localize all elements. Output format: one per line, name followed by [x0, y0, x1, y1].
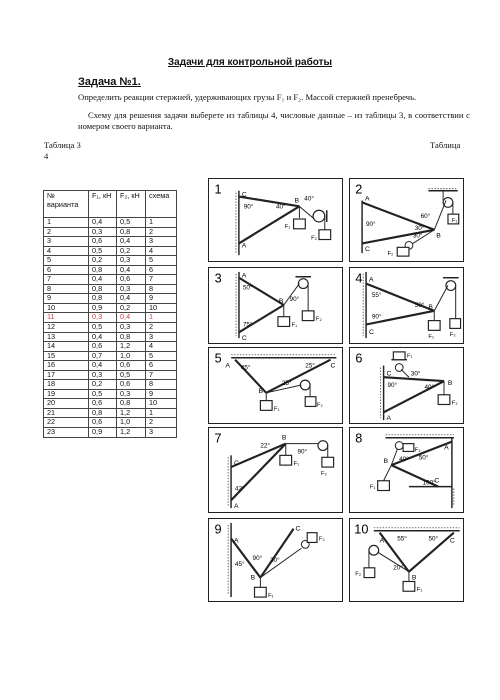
- cell-scheme: 6: [146, 361, 177, 371]
- table-label-right: Таблица: [430, 140, 461, 150]
- angle-label: 55°: [397, 535, 407, 543]
- figure-6: [349, 347, 464, 424]
- table-row: [44, 265, 177, 275]
- cell-scheme: 4: [146, 246, 177, 256]
- cell-variant: 20: [44, 399, 89, 409]
- angle-label: 90°: [243, 203, 254, 211]
- cell-variant: 21: [44, 408, 89, 418]
- label: F₂: [311, 235, 317, 242]
- cell-f1: 0,6: [89, 237, 117, 247]
- cell-f2: 1,2: [117, 408, 146, 418]
- label: F₂: [316, 402, 323, 409]
- label: C: [233, 460, 239, 468]
- angle-label: 55°: [371, 292, 382, 300]
- label: C: [241, 335, 247, 343]
- header-f1: F₁, кН: [89, 191, 117, 218]
- cell-f2: 0,4: [117, 294, 146, 304]
- table-label-left: Таблица 3: [44, 140, 81, 150]
- label: A: [241, 242, 247, 250]
- table-row: [44, 332, 177, 342]
- label: F₁: [416, 587, 423, 594]
- label: F₂: [320, 470, 327, 477]
- cell-variant: 22: [44, 418, 89, 428]
- cell-f2: 0,4: [117, 313, 146, 323]
- cell-f2: 0,2: [117, 246, 146, 256]
- label: F₁: [268, 593, 274, 600]
- task-heading: Задача №1.: [78, 76, 141, 88]
- table-row: [44, 408, 177, 418]
- cell-variant: 11: [44, 313, 89, 323]
- cell-variant: 19: [44, 389, 89, 399]
- label: C: [369, 329, 374, 337]
- angle-label: 25°: [281, 380, 292, 388]
- table-header-row: [44, 191, 177, 218]
- figure-number: 7: [214, 431, 222, 446]
- cell-f1: 0,4: [89, 275, 117, 285]
- cell-f2: 1,0: [117, 418, 146, 428]
- figure-3: [208, 267, 343, 344]
- cell-f1: 0,9: [89, 428, 117, 438]
- data-table: [43, 190, 177, 438]
- label: B: [258, 387, 264, 395]
- table-row: [44, 303, 177, 313]
- cell-f2: 0,4: [117, 265, 146, 275]
- angle-label: 90°: [387, 381, 398, 389]
- cell-variant: 14: [44, 342, 89, 352]
- cell-scheme: 9: [146, 389, 177, 399]
- cell-variant: 7: [44, 275, 89, 285]
- cell-scheme: 7: [146, 275, 177, 285]
- angle-label: 20°: [393, 564, 403, 572]
- label: B: [294, 197, 300, 205]
- table-row: [44, 246, 177, 256]
- figure-number: 6: [355, 351, 363, 366]
- label: F₂: [451, 400, 458, 407]
- angle-label: 40°: [304, 195, 314, 203]
- cell-f1: 0,4: [89, 218, 117, 228]
- cell-scheme: 6: [146, 265, 177, 275]
- label: F₂: [387, 251, 394, 258]
- label: F₁: [369, 484, 376, 491]
- table-row: [44, 323, 177, 333]
- label: F₂: [355, 571, 362, 578]
- table-row: [44, 361, 177, 371]
- cell-variant: 23: [44, 428, 89, 438]
- page-title: Задачи для контрольной работы: [167, 57, 333, 68]
- figure-4: [349, 267, 464, 344]
- angle-label: 50°: [428, 535, 439, 543]
- cell-scheme: 10: [146, 399, 177, 409]
- cell-f2: 1,2: [117, 428, 146, 438]
- cell-f2: 0,8: [117, 227, 146, 237]
- label: A: [241, 272, 247, 280]
- cell-scheme: 9: [146, 294, 177, 304]
- figure-9: [208, 518, 343, 602]
- label: A: [386, 415, 392, 423]
- cell-scheme: 3: [146, 332, 177, 342]
- angle-label: 45°: [234, 560, 245, 568]
- label: C: [365, 246, 370, 254]
- table-row: [44, 313, 177, 323]
- table-row: [44, 370, 177, 380]
- label: A: [369, 276, 374, 284]
- angle-label: 100°: [422, 479, 436, 487]
- angle-label: 90°: [252, 555, 263, 562]
- cell-f2: 0,3: [117, 256, 146, 266]
- figure-number: 9: [214, 522, 222, 537]
- label: A: [225, 362, 230, 370]
- table-row: [44, 342, 177, 352]
- label: C: [241, 191, 247, 199]
- task-paragraph-2: Схему для решения задачи выберете из таблицы 4, числовые данные – из таблицы 3, в соответствии с номером своего варианта.: [78, 110, 470, 131]
- figure-number: 5: [214, 351, 222, 366]
- label: F₂: [414, 447, 421, 454]
- figure-number: 10: [354, 522, 369, 537]
- angle-label: 30°: [412, 232, 423, 240]
- cell-variant: 8: [44, 284, 89, 294]
- angle-label: 30°: [270, 556, 280, 564]
- label: F₁: [291, 322, 298, 329]
- table-row: [44, 294, 177, 304]
- figure-number: 3: [214, 271, 222, 286]
- task-paragraph-1: Определить реакции стержней, удерживающих грузы F₁ и F₂. Массой стержней пренебречь.: [78, 92, 417, 102]
- label: F₁: [451, 217, 458, 224]
- cell-f1: 0,8: [89, 284, 117, 294]
- label: B: [281, 434, 287, 442]
- label: F₂: [449, 332, 456, 339]
- cell-variant: 17: [44, 370, 89, 380]
- cell-scheme: 7: [146, 370, 177, 380]
- cell-f1: 0,6: [89, 399, 117, 409]
- header-variant: № варианта: [44, 191, 89, 218]
- angle-label: 22°: [260, 442, 270, 450]
- table-row: [44, 351, 177, 361]
- cell-f2: 0,6: [117, 361, 146, 371]
- cell-f1: 0,5: [89, 389, 117, 399]
- cell-scheme: 2: [146, 227, 177, 237]
- cell-scheme: 2: [146, 323, 177, 333]
- angle-label: 60°: [420, 213, 431, 221]
- angle-label: 25°: [305, 362, 315, 370]
- cell-f1: 0,5: [89, 246, 117, 256]
- cell-f2: 0,3: [117, 284, 146, 294]
- angle-label: 75°: [242, 321, 253, 329]
- cell-variant: 5: [44, 256, 89, 266]
- cell-f1: 0,3: [89, 370, 117, 380]
- label: C: [449, 537, 455, 545]
- table-row: [44, 256, 177, 266]
- cell-f1: 0,7: [89, 351, 117, 361]
- figure-10: [349, 518, 464, 602]
- cell-f1: 0,8: [89, 408, 117, 418]
- cell-f1: 0,4: [89, 361, 117, 371]
- angle-label: 30°: [410, 370, 421, 378]
- header-scheme: схема: [146, 191, 177, 218]
- cell-scheme: 5: [146, 256, 177, 266]
- angle-label: 50°: [418, 454, 429, 462]
- cell-f2: 1,0: [117, 351, 146, 361]
- angle-label: 40°: [424, 383, 435, 391]
- label: A: [234, 537, 239, 545]
- label: F₁: [293, 461, 300, 468]
- angle-label: 42°: [234, 485, 245, 493]
- label: B: [428, 303, 433, 311]
- angle-label: 50°: [242, 284, 253, 292]
- label: C: [330, 362, 336, 370]
- label: C: [434, 477, 440, 485]
- table-row: [44, 399, 177, 409]
- cell-f1: 0,3: [89, 313, 117, 323]
- cell-variant: 6: [44, 265, 89, 275]
- figure-number: 2: [355, 182, 363, 197]
- label: B: [383, 458, 389, 466]
- cell-f2: 0,2: [117, 303, 146, 313]
- cell-f2: 0,8: [117, 399, 146, 409]
- table-row: [44, 237, 177, 247]
- cell-variant: 2: [44, 227, 89, 237]
- cell-scheme: 5: [146, 351, 177, 361]
- cell-variant: 15: [44, 351, 89, 361]
- cell-f1: 0,3: [89, 227, 117, 237]
- cell-f1: 0,6: [89, 342, 117, 352]
- angle-label: 90°: [365, 220, 376, 228]
- cell-f1: 0,6: [89, 418, 117, 428]
- table-row: [44, 275, 177, 285]
- table-row: [44, 380, 177, 390]
- header-f2: F₂, кН: [117, 191, 146, 218]
- table-row: [44, 428, 177, 438]
- figure-1: [208, 178, 343, 262]
- cell-f2: 0,3: [117, 389, 146, 399]
- cell-scheme: 3: [146, 237, 177, 247]
- angle-label: 40°: [275, 203, 286, 211]
- figure-7: [208, 427, 343, 513]
- cell-f2: 1,2: [117, 342, 146, 352]
- cell-variant: 16: [44, 361, 89, 371]
- label: F₂: [315, 316, 322, 323]
- cell-variant: 13: [44, 332, 89, 342]
- cell-f2: 0,6: [117, 275, 146, 285]
- cell-f2: 0,5: [117, 370, 146, 380]
- label: A: [365, 195, 370, 203]
- angle-label: 40°: [399, 456, 409, 464]
- figure-number: 8: [355, 431, 363, 446]
- cell-variant: 10: [44, 303, 89, 313]
- label: B: [447, 380, 453, 388]
- label: F₂: [318, 536, 325, 543]
- cell-scheme: 8: [146, 380, 177, 390]
- cell-variant: 3: [44, 237, 89, 247]
- cell-variant: 12: [44, 323, 89, 333]
- cell-scheme: 4: [146, 342, 177, 352]
- table-row: [44, 227, 177, 237]
- cell-f1: 0,4: [89, 332, 117, 342]
- table-label-left-cont: 4: [44, 151, 49, 161]
- angle-label: 50°: [414, 301, 425, 309]
- cell-variant: 4: [44, 246, 89, 256]
- cell-scheme: 1: [146, 313, 177, 323]
- label: B: [250, 574, 256, 582]
- cell-f1: 0,2: [89, 256, 117, 266]
- label: F₁: [428, 334, 434, 341]
- label: C: [295, 525, 301, 533]
- label: A: [233, 503, 239, 511]
- angle-label: 90°: [297, 448, 308, 456]
- cell-scheme: 1: [146, 408, 177, 418]
- label: B: [278, 298, 284, 306]
- label: F₁: [284, 223, 291, 230]
- cell-scheme: 3: [146, 428, 177, 438]
- label: C: [386, 370, 392, 378]
- figure-5: [208, 347, 343, 424]
- table-row: [44, 218, 177, 228]
- cell-variant: 1: [44, 218, 89, 228]
- label: B: [436, 232, 441, 240]
- cell-variant: 18: [44, 380, 89, 390]
- cell-f1: 0,8: [89, 294, 117, 304]
- cell-scheme: 1: [146, 218, 177, 228]
- label: F₁: [406, 353, 413, 360]
- cell-f1: 0,2: [89, 380, 117, 390]
- figure-8: [349, 427, 464, 513]
- label: F₁: [274, 406, 280, 413]
- cell-scheme: 2: [146, 418, 177, 428]
- angle-label: 90°: [371, 313, 382, 321]
- angle-label: 90°: [289, 296, 300, 304]
- figure-2: [349, 178, 464, 262]
- figure-number: 1: [214, 182, 222, 197]
- cell-scheme: 10: [146, 303, 177, 313]
- label: A: [379, 537, 385, 545]
- cell-f2: 0,5: [117, 218, 146, 228]
- cell-f2: 0,4: [117, 237, 146, 247]
- table-row: [44, 418, 177, 428]
- table-row: [44, 284, 177, 294]
- cell-f1: 0,9: [89, 303, 117, 313]
- cell-variant: 9: [44, 294, 89, 304]
- cell-f2: 0,8: [117, 332, 146, 342]
- cell-f2: 0,3: [117, 323, 146, 333]
- cell-scheme: 8: [146, 284, 177, 294]
- label: B: [411, 574, 417, 582]
- angle-label: 30°: [414, 224, 425, 232]
- cell-f1: 0,5: [89, 323, 117, 333]
- figure-number: 4: [355, 271, 363, 286]
- label: A: [444, 444, 449, 452]
- cell-f2: 0,6: [117, 380, 146, 390]
- cell-f1: 0,8: [89, 265, 117, 275]
- angle-label: 45°: [240, 364, 251, 372]
